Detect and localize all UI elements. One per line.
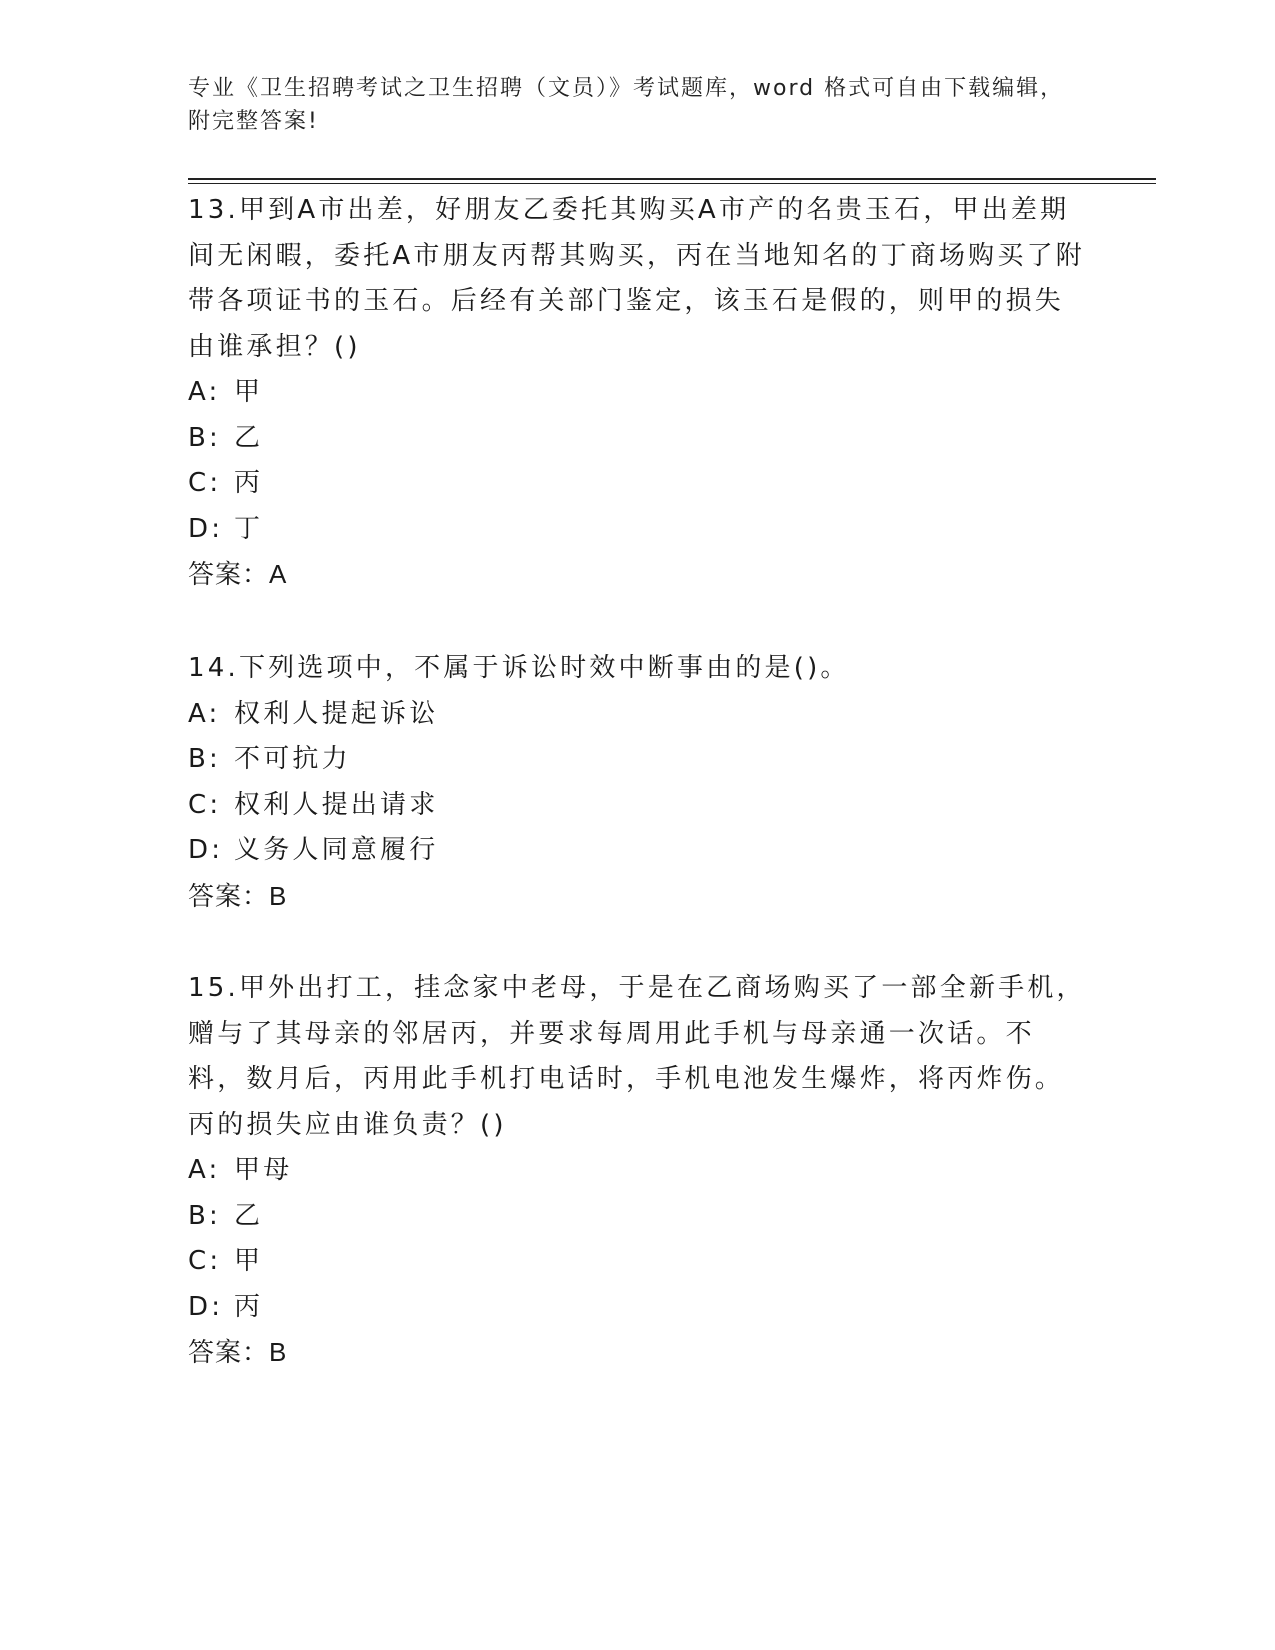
- option-text: 甲: [234, 1246, 264, 1276]
- option-text: 权利人提出请求: [234, 789, 439, 820]
- option-d: [188, 507, 1088, 553]
- option-text: 义务人同意履行: [234, 835, 439, 865]
- question-text: 14.下列选项中，不属于诉讼时效中断事由的是()。: [188, 653, 850, 683]
- option-key: B:: [188, 422, 221, 453]
- option-b: [188, 1194, 1088, 1240]
- option-text: 乙: [234, 1200, 264, 1231]
- header-divider-thick: [188, 178, 1156, 180]
- option-text: 甲: [234, 377, 264, 407]
- option-key: A:: [188, 1155, 221, 1185]
- option-key: A:: [188, 698, 221, 729]
- option-text: 丙: [234, 468, 264, 498]
- option-key: B:: [188, 1200, 221, 1231]
- option-key: C:: [188, 789, 222, 820]
- option-text: 乙: [234, 422, 264, 453]
- option-b: [188, 416, 1088, 462]
- option-key: C:: [188, 1246, 222, 1276]
- option-key: D:: [188, 513, 224, 544]
- answer-line: 答案：A: [188, 559, 288, 589]
- document-header: 专业《卫生招聘考试之卫生招聘（文员）》考试题库，word 格式可自由下载编辑，附完整答案!: [188, 76, 1065, 134]
- answer-line: 答案：B: [188, 880, 288, 911]
- option-key: B:: [188, 744, 221, 774]
- option-text: 丙: [234, 1291, 264, 1322]
- option-d: [188, 1285, 1088, 1331]
- option-a: [188, 692, 1088, 738]
- option-a: [188, 1148, 1088, 1194]
- option-c: [188, 461, 1088, 507]
- option-d: [188, 828, 1088, 874]
- question-15: [188, 966, 1088, 1376]
- question-text: 15.甲外出打工，挂念家中老母，于是在乙商场购买了一部全新手机，赠与了其母亲的邻居丙，并要求每周用此手机与母亲通一次话。不料，数月后，丙用此手机打电话时，手机电池发生爆炸，将丙炸伤。丙的损失应由谁负责？(): [188, 973, 1086, 1140]
- answer-line: 答案：B: [188, 1337, 288, 1367]
- option-text: 甲母: [234, 1155, 293, 1185]
- question-13: [188, 188, 1088, 598]
- option-text: 丁: [234, 513, 264, 544]
- option-key: D:: [188, 835, 224, 865]
- option-text: 不可抗力: [234, 744, 351, 774]
- question-text: 13.甲到A市出差，好朋友乙委托其购买A市产的名贵玉石，甲出差期间无闲暇，委托A市朋友丙帮其购买，丙在当地知名的丁商场购买了附带各项证书的玉石。后经有关部门鉴定，该玉石是假的，则甲的损失由谁承担？(): [188, 195, 1085, 362]
- option-c: [188, 1239, 1088, 1285]
- option-key: D:: [188, 1291, 224, 1322]
- option-a: [188, 370, 1088, 416]
- option-b: [188, 737, 1088, 783]
- option-text: 权利人提起诉讼: [234, 698, 439, 729]
- option-key: C:: [188, 468, 222, 498]
- option-key: A:: [188, 377, 221, 407]
- option-c: [188, 783, 1088, 829]
- question-14: [188, 646, 1088, 919]
- header-divider-thin: [188, 183, 1156, 184]
